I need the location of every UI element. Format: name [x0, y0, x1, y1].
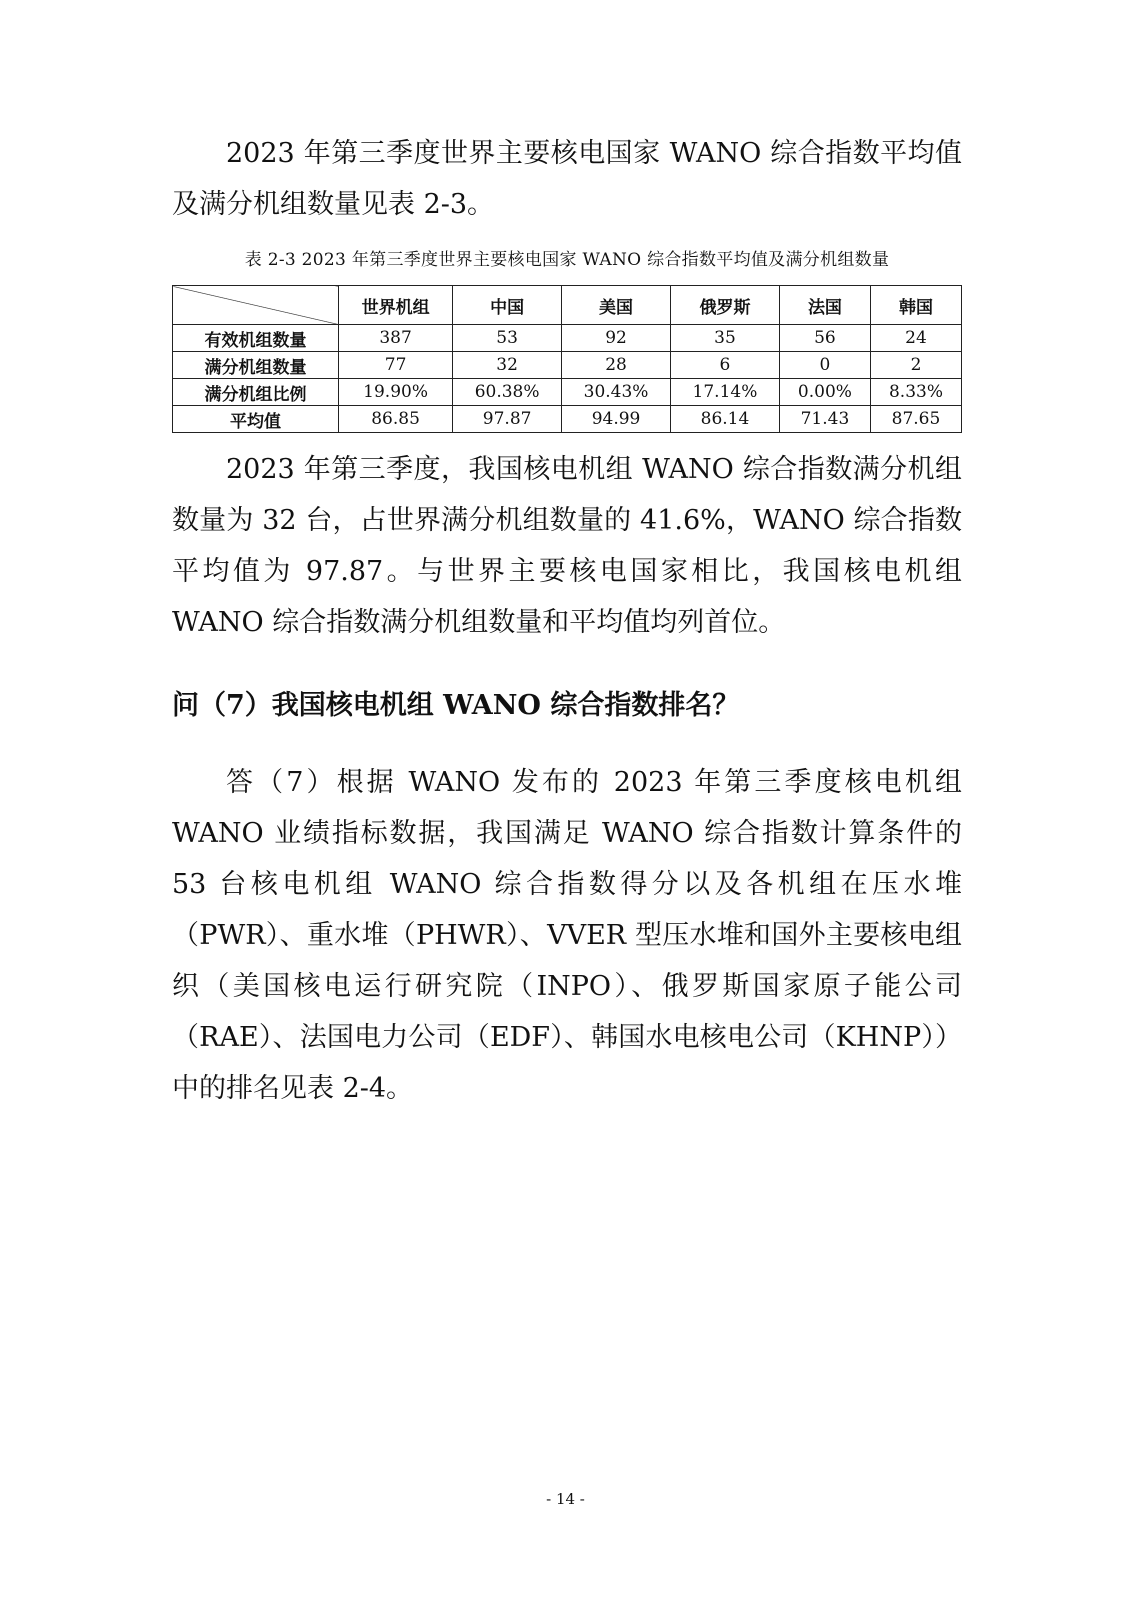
column-header: 法国	[779, 286, 870, 325]
table-cell: 97.87	[453, 406, 562, 433]
table-cell: 6	[671, 352, 780, 379]
table-header-row	[173, 286, 962, 325]
summary-paragraph: 2023 年第三季度，我国核电机组 WANO 综合指数满分机组数量为 32 台，占世界满分机组数量的 41.6%，WANO 综合指数平均值为 97.87。与世界主要核电国家相比，我国核电机组 WANO 综合指数满分机组数量和平均值均列首位。	[172, 454, 962, 638]
column-header: 美国	[562, 286, 671, 325]
table-corner-cell	[173, 286, 339, 325]
table-cell: 35	[671, 325, 780, 352]
table-cell: 71.43	[779, 406, 870, 433]
table-cell: 92	[562, 325, 671, 352]
table-cell: 86.14	[671, 406, 780, 433]
table-row	[173, 406, 962, 433]
table-cell: 28	[562, 352, 671, 379]
row-header: 满分机组数量	[173, 352, 339, 379]
table-cell: 87.65	[870, 406, 961, 433]
row-header: 平均值	[173, 406, 339, 433]
table-cell: 387	[339, 325, 453, 352]
question-heading: 问（7）我国核电机组 WANO 综合指数排名？	[172, 690, 740, 721]
table-cell: 56	[779, 325, 870, 352]
table-cell: 86.85	[339, 406, 453, 433]
column-header: 中国	[453, 286, 562, 325]
table-cell: 8.33%	[870, 379, 961, 406]
table-cell: 60.38%	[453, 379, 562, 406]
table-cell: 94.99	[562, 406, 671, 433]
table-cell: 53	[453, 325, 562, 352]
table-cell: 30.43%	[562, 379, 671, 406]
table-cell: 24	[870, 325, 961, 352]
row-header: 有效机组数量	[173, 325, 339, 352]
table-row	[173, 352, 962, 379]
row-header: 满分机组比例	[173, 379, 339, 406]
table-cell: 0	[779, 352, 870, 379]
intro-paragraph: 2023 年第三季度世界主要核电国家 WANO 综合指数平均值及满分机组数量见表 2-3。	[172, 138, 962, 220]
table-cell: 17.14%	[671, 379, 780, 406]
table-cell: 32	[453, 352, 562, 379]
column-header: 俄罗斯	[671, 286, 780, 325]
column-header: 韩国	[870, 286, 961, 325]
table-cell: 19.90%	[339, 379, 453, 406]
table-cell: 2	[870, 352, 961, 379]
wano-index-table	[172, 285, 962, 433]
answer-paragraph: 答（7）根据 WANO 发布的 2023 年第三季度核电机组 WANO 业绩指标数据，我国满足 WANO 综合指数计算条件的 53 台核电机组 WANO 综合指数得分以及各机组在压水堆（PWR）、重水堆（PHWR）、VVER 型压水堆和国外主要核电组织（美国核电运行研究院（INPO）、俄罗斯国家原子能公司（RAE）、法国电力公司（EDF）、韩国水电核电公司（KHNP））中的排名见表 2-4。	[172, 767, 962, 1104]
column-header: 世界机组	[339, 286, 453, 325]
table-row	[173, 325, 962, 352]
page-number: - 14 -	[546, 1490, 585, 1508]
table-row	[173, 379, 962, 406]
table-caption: 表 2-3 2023 年第三季度世界主要核电国家 WANO 综合指数平均值及满分机组数量	[244, 250, 890, 270]
table-cell: 0.00%	[779, 379, 870, 406]
table-cell: 77	[339, 352, 453, 379]
